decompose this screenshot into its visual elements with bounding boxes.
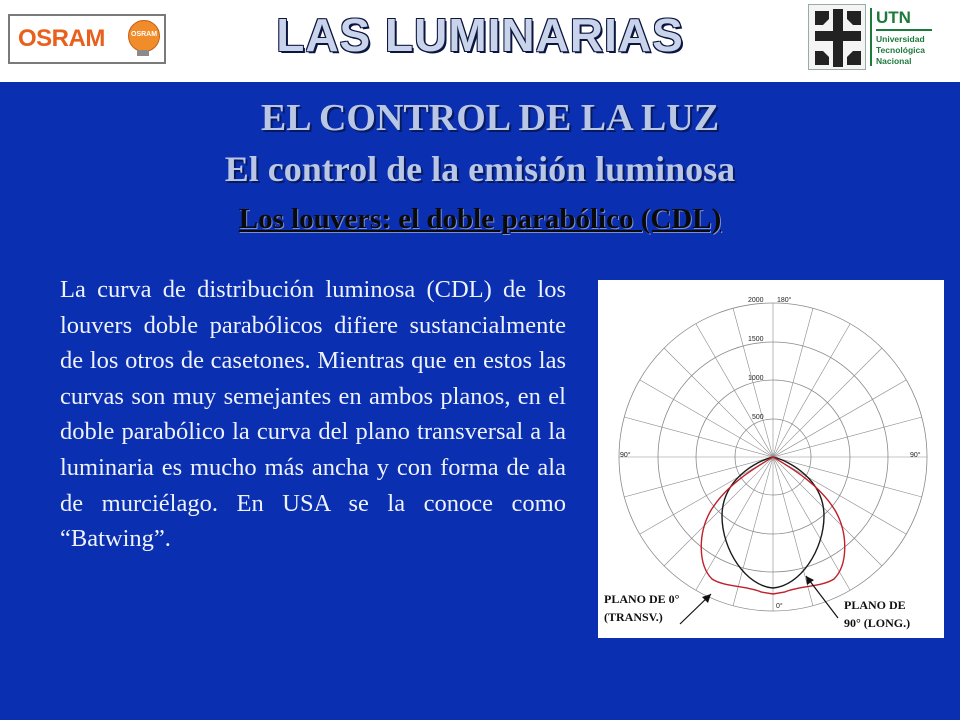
polar-diagram-svg bbox=[598, 280, 944, 638]
utn-acronym: UTN bbox=[876, 8, 911, 27]
osram-wordmark: OSRAM bbox=[18, 25, 105, 52]
plane-0-label: PLANO DE 0° (TRANSV.) bbox=[604, 592, 680, 624]
radial-label-500: 500 bbox=[752, 414, 764, 421]
osram-logo bbox=[8, 14, 166, 64]
page-title: LAS LUMINARIAS bbox=[276, 9, 684, 61]
osram-bulb-label: OSRAM bbox=[131, 31, 158, 38]
utn-line-1: Universidad bbox=[876, 34, 925, 44]
subheading: Los louvers: el doble parabólico (CDL) bbox=[238, 203, 722, 235]
section-title: EL CONTROL DE LA LUZ bbox=[260, 97, 720, 139]
osram-bulb-icon bbox=[128, 20, 160, 52]
angle-label-bottom: 0° bbox=[776, 603, 783, 610]
body-paragraph: La curva de distribución luminosa (CDL) de los louvers doble parabólicos difiere sustancialmente de los otros de casetones. Mientras que en estos las curvas son muy semejantes en ambos planos, en el doble parabólico la curva del plano transversal a la luminaria es mucho más ancha y con forma de ala de murciélago. En USA se la conoce como “Batwing”. bbox=[60, 276, 566, 553]
angle-label-left: 90° bbox=[620, 452, 631, 459]
plane-90-label: PLANO DE 90° (LONG.) bbox=[844, 598, 911, 630]
polar-distribution-diagram bbox=[598, 280, 944, 638]
angle-label-right: 90° bbox=[910, 452, 921, 459]
osram-bulb-base bbox=[137, 50, 149, 56]
utn-emblem-icon bbox=[808, 4, 866, 70]
utn-logo bbox=[808, 4, 932, 70]
utn-divider bbox=[870, 8, 872, 66]
plane-90-arrowhead bbox=[806, 576, 814, 585]
radial-label-2000: 2000 bbox=[748, 297, 764, 304]
header-bar bbox=[0, 0, 960, 82]
radial-label-1000: 1000 bbox=[748, 375, 764, 382]
angle-label-top: 180° bbox=[777, 297, 792, 304]
radial-label-1500: 1500 bbox=[748, 336, 764, 343]
subtitle: El control de la emisión luminosa bbox=[224, 149, 736, 189]
utn-line-2: Tecnológica bbox=[876, 45, 925, 55]
utn-line-3: Nacional bbox=[876, 56, 912, 66]
utn-rule bbox=[876, 29, 932, 31]
